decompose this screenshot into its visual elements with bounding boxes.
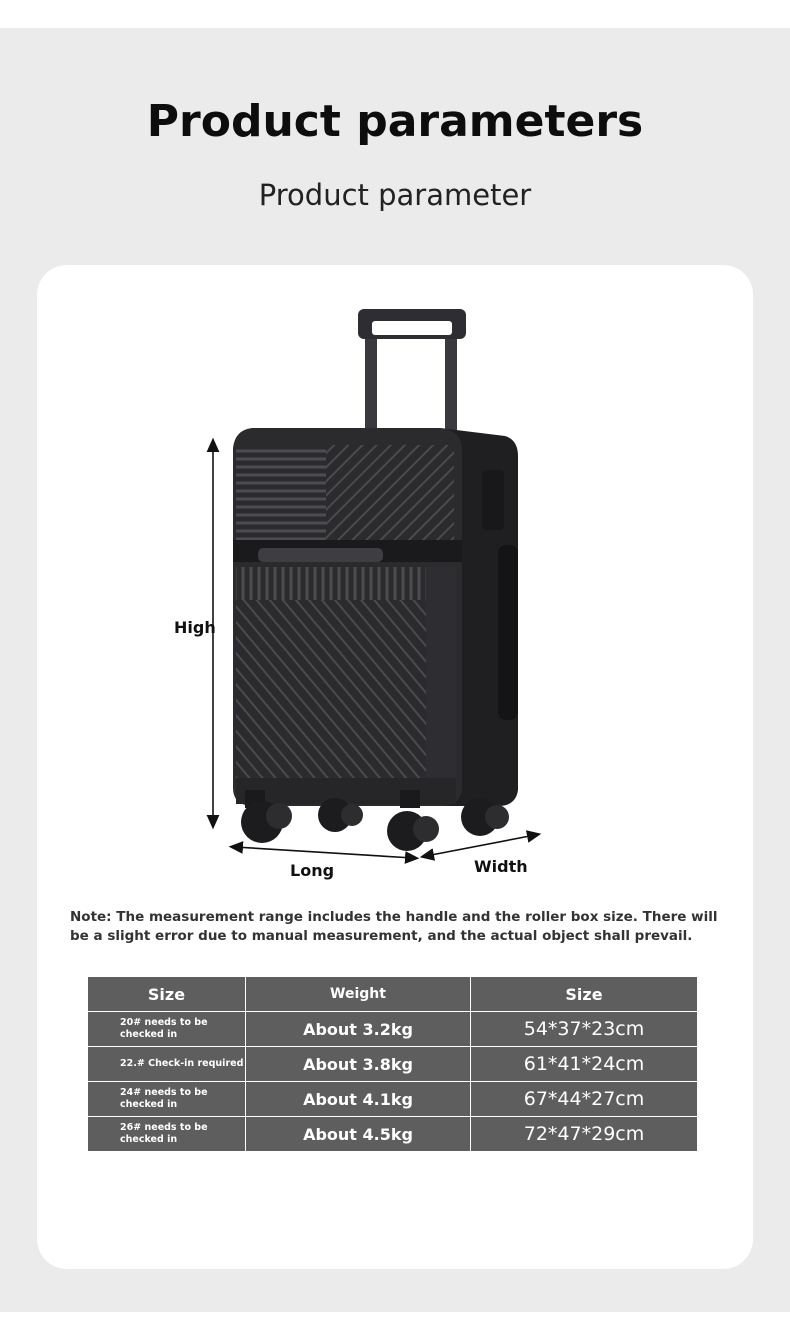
telescopic-handle: [358, 309, 466, 430]
table-row: [88, 1047, 698, 1082]
width-arrow: [426, 835, 535, 856]
page-title: Product parameters: [146, 96, 644, 147]
header-dimensions: Size: [471, 977, 698, 1012]
bottom-strip: [0, 1312, 790, 1341]
label-high: High: [174, 618, 216, 637]
cell-dimensions: 67*44*27cm: [471, 1082, 698, 1117]
length-arrow: [235, 847, 413, 858]
cell-model: 26# needs to be checked in: [88, 1117, 246, 1152]
cell-weight: About 4.5kg: [246, 1117, 471, 1152]
cell-model: 22.# Check-in required: [88, 1047, 246, 1082]
cell-dimensions: 72*47*29cm: [471, 1117, 698, 1152]
side-handle: [498, 545, 518, 720]
measurement-note: Note: The measurement range includes the handle and the roller box size. There will be a slight error due to manual measurement, and the actual object shall prevail.: [70, 909, 718, 944]
header-size: Size: [88, 977, 246, 1012]
table-header-row: [88, 977, 698, 1012]
table-row: [88, 1012, 698, 1047]
table-row: [88, 1082, 698, 1117]
cell-weight: About 3.2kg: [246, 1012, 471, 1047]
cell-weight: About 3.8kg: [246, 1047, 471, 1082]
header-weight: Weight: [246, 977, 471, 1012]
label-long: Long: [290, 861, 335, 880]
spec-table: [87, 976, 698, 1152]
combination-lock-icon: [482, 470, 504, 530]
cell-model: 20# needs to be checked in: [88, 1012, 246, 1047]
label-width: Width: [474, 857, 528, 876]
cell-dimensions: 61*41*24cm: [471, 1047, 698, 1082]
cell-model: 24# needs to be checked in: [88, 1082, 246, 1117]
cell-weight: About 4.1kg: [246, 1082, 471, 1117]
table-row: [88, 1117, 698, 1152]
page-subtitle: Product parameter: [258, 178, 532, 212]
cell-dimensions: 54*37*23cm: [471, 1012, 698, 1047]
